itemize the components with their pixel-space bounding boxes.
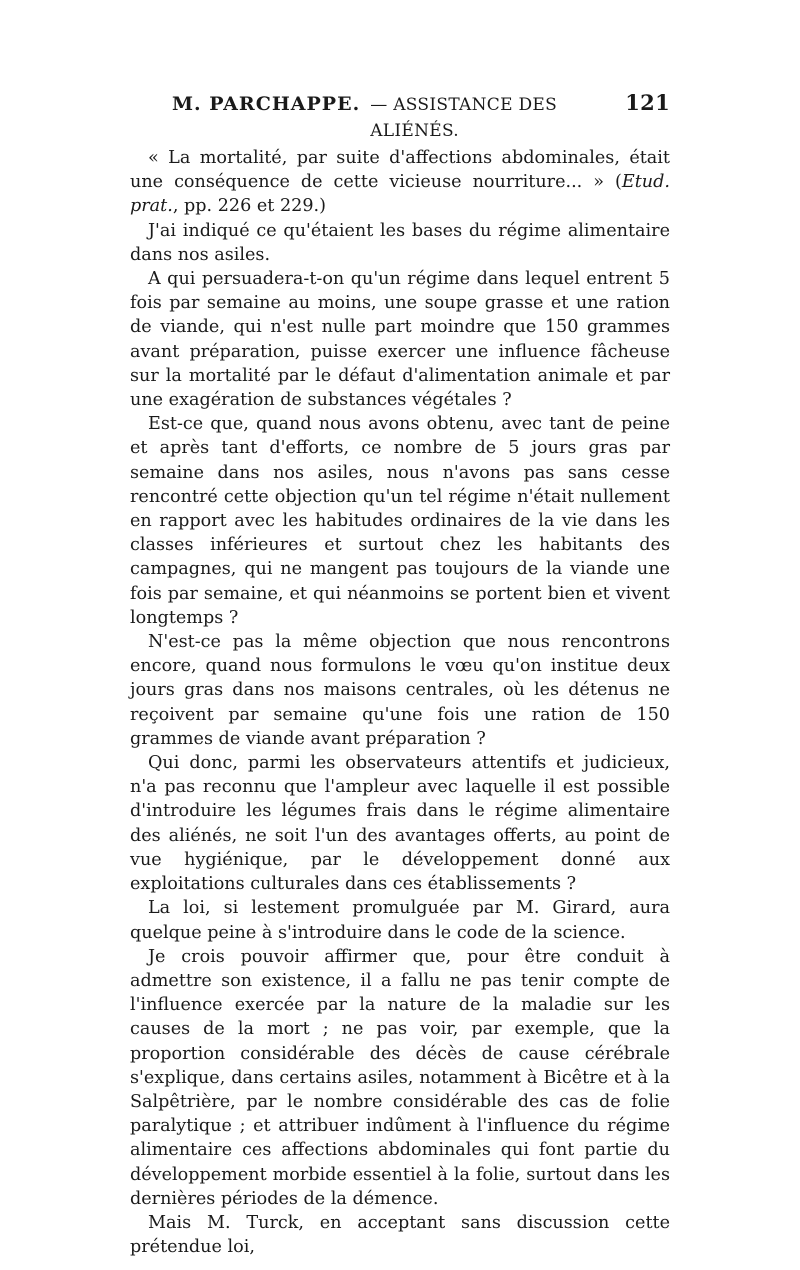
header-title: — ASSISTANCE DES ALIÉNÉS.	[370, 95, 558, 141]
paragraph-9: Mais M. Turck, en acceptant sans discussion cette prétendue loi,	[130, 1212, 670, 1258]
paragraph-7: La loi, si lestement promulguée par M. Girard, aura quelque peine à s'introduire dans le code de la science.	[130, 898, 670, 943]
header-author: M. PARCHAPPE.	[172, 93, 361, 115]
book-page	[130, 90, 670, 1259]
paragraph-8: Je crois pouvoir affirmer que, pour être conduit à admettre son existence, il a fallu ne pas tenir compte de l'influence exercée par la nature de la maladie sur les causes de la mort ; ne pas voir, par exemple, que la proportion considérable des décès de cause cérébrale s'explique, dans certains asiles, notamment à Bicêtre et à la Salpêtrière, par le nombre considérable des cas de folie paralytique ; et attribuer indûment à l'influence du régime alimentaire ces affections abdominales qui font partie du développement morbide essentiel à la folie, surtout dans les dernières périodes de la démence.	[130, 946, 670, 1209]
running-header	[130, 90, 670, 144]
paragraph-6: Qui donc, parmi les observateurs attentifs et judicieux, n'a pas reconnu que l'ampleur avec laquelle il est possible d'introduire les légumes frais dans le régime alimentaire des aliénés, ne soit l'un des avantages offerts, au point de vue hygiénique, par le développement donné aux exploitations culturales dans ces établissements ?	[130, 753, 670, 895]
page-number: 121	[625, 90, 670, 115]
paragraph-2: J'ai indiqué ce qu'étaient les bases du régime alimentaire dans nos asiles.	[130, 220, 670, 265]
paragraph-3: A qui persuadera-t-on qu'un régime dans lequel entrent 5 fois par semaine au moins, une soupe grasse et une ration de viande, qui n'est nulle part moindre que 150 grammes avant préparation, puisse exercer une influence fâcheuse sur la mortalité par le défaut d'alimentation animale et par une exagération de substances végétales ?	[130, 269, 670, 411]
citation-title: Etud. prat.	[130, 172, 670, 217]
paragraph-4: Est-ce que, quand nous avons obtenu, avec tant de peine et après tant d'efforts, ce nombre de 5 jours gras par semaine dans nos asiles, nous n'avons pas sans cesse rencontré cette objection qu'un tel régime n'était nullement en rapport avec les habitudes ordinaires de la vie dans les classes inférieures et surtout chez les habitants des campagnes, qui ne mangent pas toujours de la viande une fois par semaine, et qui néanmoins se portent bien et vivent longtemps ?	[130, 414, 670, 628]
paragraph-1: « La mortalité, par suite d'affections abdominales, était une conséquence de cette vicieuse nourriture... » (Etud. prat., pp. 226 et 229.)	[130, 148, 670, 217]
paragraph-5: N'est-ce pas la même objection que nous rencontrons encore, quand nous formulons le vœu qu'on institue deux jours gras dans nos maisons centrales, où les détenus ne reçoivent par semaine qu'une fois une ration de 150 grammes de viande avant préparation ?	[130, 632, 670, 749]
body-text	[130, 146, 670, 1259]
